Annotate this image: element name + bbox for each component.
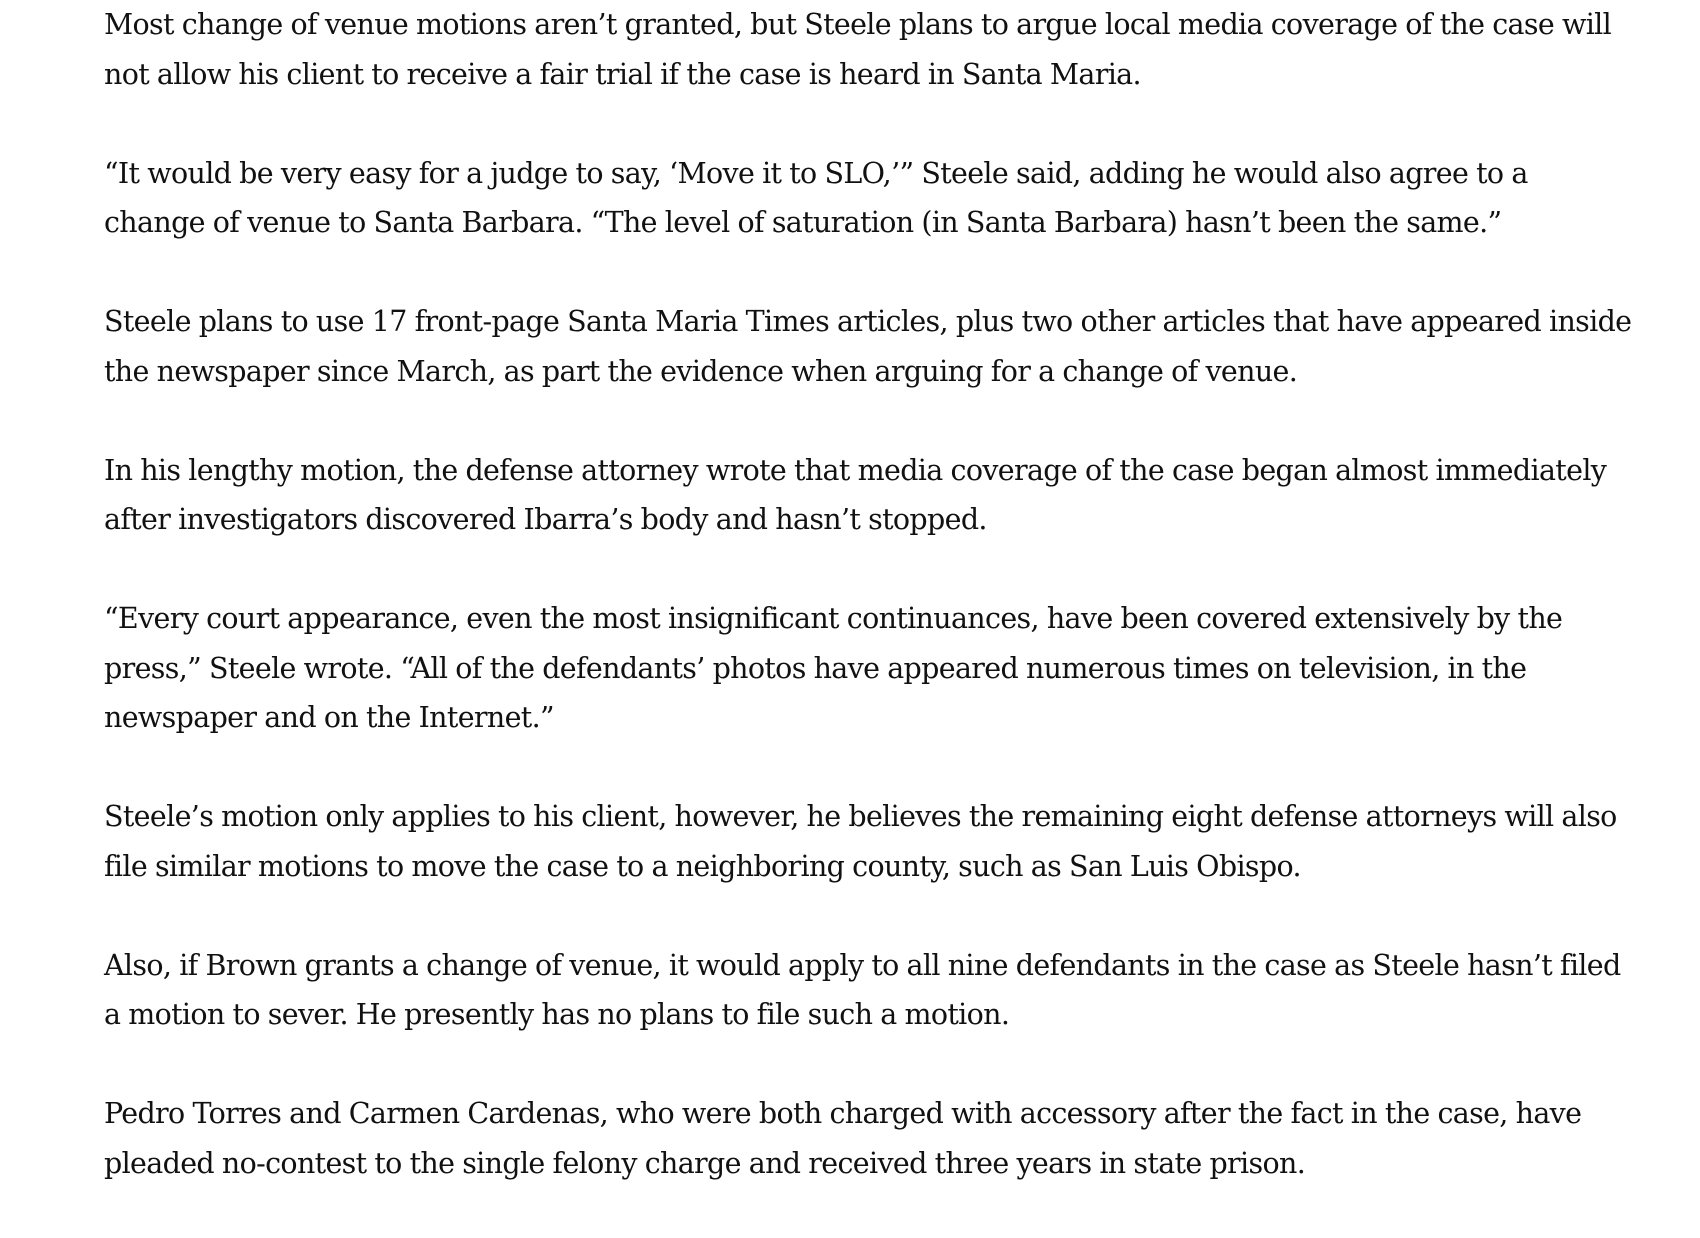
paragraph-motion-to-sever: Also, if Brown grants a change of venue, it would apply to all nine defendants in the case as Steele hasn’t filed a motion to sever. He presently has no plans to file such a motion. [104,948,1621,1031]
paragraph-front-page-articles: Steele plans to use 17 front-page Santa Maria Times articles, plus two other articles that have appeared inside the newspaper since March, as part the evidence when arguing for a change of venue. [104,305,1632,388]
paragraph-lengthy-motion: In his lengthy motion, the defense attorney wrote that media coverage of the case began almost immediately after investigators discovered Ibarra’s body and hasn’t stopped. [104,453,1607,536]
paragraph-accessory-pleas: Pedro Torres and Carmen Cardenas, who were both charged with accessory after the fact in the case, have pleaded no-contest to the single felony charge and received three years in state prison. [104,1097,1582,1180]
paragraph-change-of-venue-intro: Most change of venue motions aren’t granted, but Steele plans to argue local media coverage of the case will not allow his client to receive a fair trial if the case is heard in Santa Maria. [104,8,1612,91]
paragraph-court-appearance-quote: “Every court appearance, even the most insignificant continuances, have been covered extensively by the press,” Steele wrote. “All of the defendants’ photos have appeared numerous times on television, in the newspaper and on the Internet.” [104,602,1563,734]
paragraph-other-defense-attorneys: Steele’s motion only applies to his client, however, he believes the remaining eight defense attorneys will also file similar motions to move the case to a neighboring county, such as San Luis Obispo. [104,800,1617,883]
article-body [104,0,1634,1238]
paragraph-steele-quote-slo: “It would be very easy for a judge to say, ‘Move it to SLO,’” Steele said, adding he would also agree to a change of venue to Santa Barbara. “The level of saturation (in Santa Barbara) hasn’t been the same.” [104,156,1528,239]
